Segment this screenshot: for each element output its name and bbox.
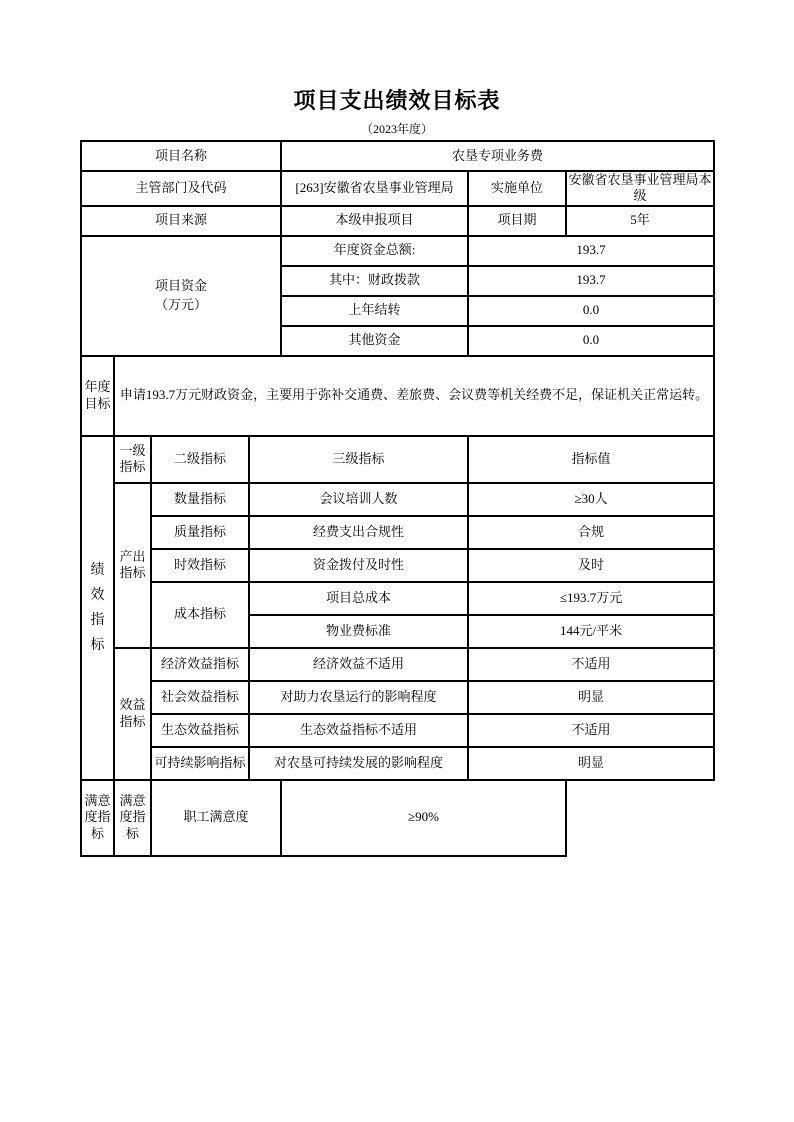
indicator-l3: 会议培训人数 [249,483,468,516]
period-label: 项目期 [468,206,566,236]
source-label: 项目来源 [81,206,281,236]
indicators-label [81,436,114,780]
impl-unit-value: 安徽省农垦事业管理局本级 [566,171,714,206]
indicator-l2: 质量指标 [151,516,249,549]
indicator-value: 144元/平米 [468,615,714,648]
header-level3: 三级指标 [249,436,468,483]
indicators-label-text: 绩效指标 [90,562,105,653]
project-name-label: 项目名称 [81,141,281,171]
source-value: 本级申报项目 [281,206,468,236]
funds-row-name: 其他资金 [281,326,468,356]
funds-row-name: 年度资金总额: [281,236,468,266]
funds-label-line1: 项目资金 [155,277,208,293]
indicator-l3: 职工满意度 [151,780,281,856]
funds-row-value: 193.7 [468,266,714,296]
indicator-l2-cost: 成本指标 [151,582,249,648]
indicator-l2: 生态效益指标 [151,714,249,747]
indicator-l3: 经费支出合规性 [249,516,468,549]
funds-label [81,236,281,356]
impl-unit-label: 实施单位 [468,171,566,206]
indicator-value: ≥90% [281,780,566,856]
funds-row-value: 0.0 [468,296,714,326]
indicator-l3: 项目总成本 [249,582,468,615]
page-subtitle: （2023年度） [360,122,433,136]
indicator-l3: 经济效益不适用 [249,648,468,681]
indicator-l3: 对农垦可持续发展的影响程度 [249,747,468,780]
indicator-value: ≥30人 [468,483,714,516]
annual-goal-text: 申请193.7万元财政资金，主要用于弥补交通费、差旅费、会议费等机关经费不足，保证机关正常运转。 [114,356,714,436]
group-satisfaction-label: 满意度指标 [81,780,114,856]
indicator-l2: 时效指标 [151,549,249,582]
indicator-value: ≤193.7万元 [468,582,714,615]
funds-row-name: 其中：财政拨款 [281,266,468,296]
indicator-l3: 物业费标准 [249,615,468,648]
indicator-l2: 可持续影响指标 [151,747,249,780]
funds-label-line2: （万元） [155,296,208,312]
indicator-l2: 经济效益指标 [151,648,249,681]
indicator-l2: 社会效益指标 [151,681,249,714]
funds-row-name: 上年结转 [281,296,468,326]
indicator-l2: 满意度指标 [114,780,151,856]
page-title: 项目支出绩效目标表 [293,88,501,113]
project-name-value: 农垦专项业务费 [281,141,714,171]
funds-row-value: 193.7 [468,236,714,266]
indicator-l2: 数量指标 [151,483,249,516]
indicator-value: 不适用 [468,648,714,681]
annual-goal-label: 年度目标 [81,356,114,436]
indicator-l3: 资金拨付及时性 [249,549,468,582]
dept-label: 主管部门及代码 [81,171,281,206]
period-value: 5年 [566,206,714,236]
indicator-value: 不适用 [468,714,714,747]
indicator-value: 明显 [468,681,714,714]
indicator-value: 明显 [468,747,714,780]
header-level2: 二级指标 [151,436,249,483]
funds-row-value: 0.0 [468,326,714,356]
group-output-label: 产出指标 [114,483,151,648]
indicator-l3: 生态效益指标不适用 [249,714,468,747]
header-value: 指标值 [468,436,714,483]
indicator-value: 及时 [468,549,714,582]
indicator-value: 合规 [468,516,714,549]
indicator-l3: 对助力农垦运行的影响程度 [249,681,468,714]
document-table [80,140,715,857]
group-benefit-label: 效益指标 [114,648,151,780]
header-level1: 一级指标 [114,436,151,483]
dept-value: [263]安徽省农垦事业管理局 [281,171,468,206]
